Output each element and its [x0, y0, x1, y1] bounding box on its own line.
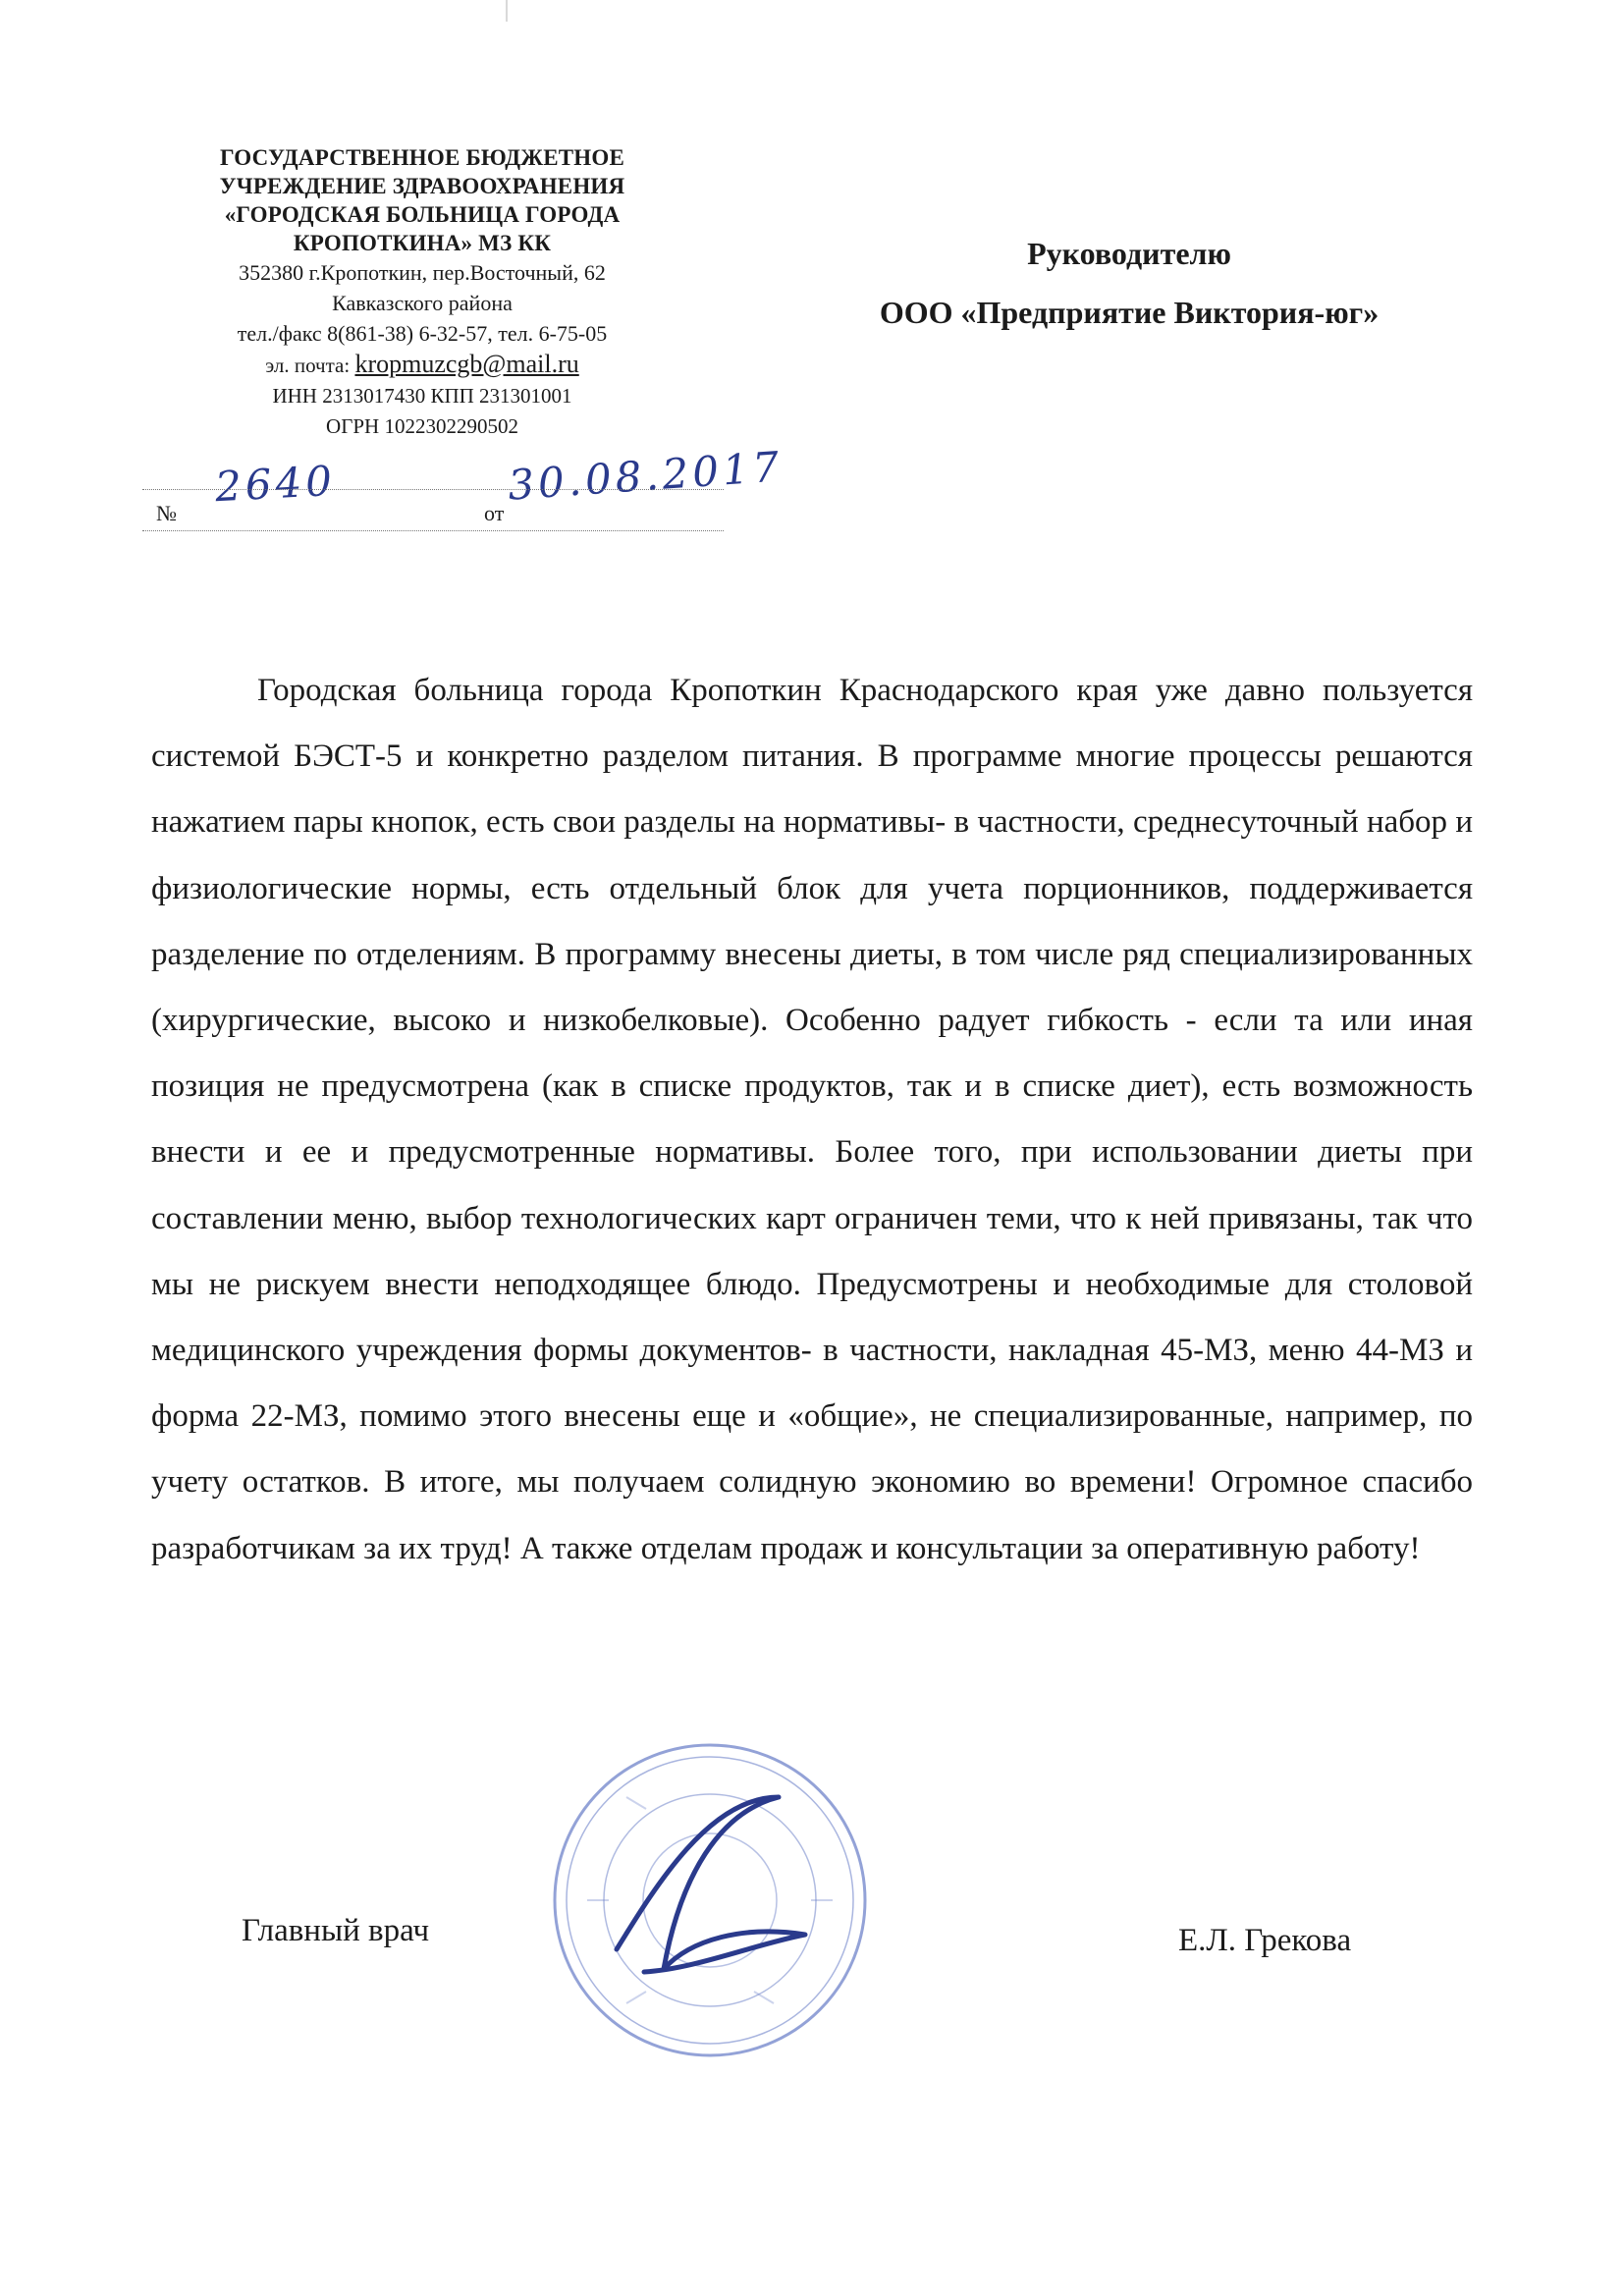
org-name-line-3: «ГОРОДСКАЯ БОЛЬНИЦА ГОРОДА [224, 202, 621, 227]
handwritten-number: 2640 [213, 456, 338, 512]
scan-artifact-line [506, 0, 508, 22]
org-name-line-2: УЧРЕЖДЕНИЕ ЗДРАВООХРАНЕНИЯ [219, 174, 625, 198]
letter-body-paragraph: Городская больница города Кропоткин Краснодарского края уже давно пользуется системой БЭСТ-5 и конкретно разделом питания. В программе многие процессы решаются нажатием пары кнопок, есть свои разделы на нормативы- в частности, среднесуточный набор и физиологические нормы, есть отдельный блок для учета порционников, поддерживается разделение по отделениям. В программу внесены диеты, в том числе ряд специализированных (хирургические, высоко и низкобелковые). Особенно радует гибкость - если та или иная позиция не предусмотрена (как в списке продуктов, так и в списке диет), есть возможность внести и ее и предусмотренные нормативы. Более того, при использовании диеты при составлении меню, выбор технологических карт ограничен теми, что к ней привязаны, так что мы не рискуем внести неподходящее блюдо. Предусмотрены и необходимые для столовой медицинского учреждения формы документов- в частности, накладная 45-МЗ, меню 44-МЗ и форма 22-МЗ, помимо этого внесены еще и «общие», не специализированные, например, по учету остатков. В итоге, мы получаем солидную экономию во времени! Огромное спасибо разработчикам за их труд! А также отделам продаж и консультации за оперативную работу! [151, 673, 1473, 1566]
signatory-title: Главный врач [242, 1913, 430, 1948]
number-label: № [156, 501, 177, 525]
org-email-label: эл. почта: [265, 354, 355, 377]
registration-number-row [142, 442, 785, 534]
org-email-link[interactable]: kropmuzcgb@mail.ru [354, 350, 579, 378]
official-seal-stamp [548, 1738, 872, 2062]
handwritten-date: 30.08.2017 [506, 442, 785, 510]
date-label: от [484, 501, 505, 525]
org-phone: тел./факс 8(861-38) 6-32-57, тел. 6-75-05 [237, 321, 608, 346]
signatory-name: Е.Л. Грекова [1178, 1923, 1352, 1958]
org-address-line-2: Кавказского района [332, 291, 513, 315]
registration-top-rule [142, 489, 724, 491]
addressee-block [805, 224, 1453, 342]
org-inn-kpp: ИНН 2313017430 КПП 231301001 [272, 384, 572, 408]
org-name-line-1: ГОСУДАРСТВЕННОЕ БЮДЖЕТНОЕ [220, 145, 624, 170]
org-address-line-1: 352380 г.Кропоткин, пер.Восточный, 62 [239, 260, 606, 285]
org-email-row [137, 349, 707, 381]
addressee-title: Руководителю [1027, 236, 1231, 271]
letterhead [137, 143, 707, 442]
registration-bottom-rule [142, 530, 724, 532]
addressee-company: ООО «Предприятие Виктория-юг» [879, 295, 1380, 330]
org-ogrn: ОГРН 1022302290502 [326, 414, 518, 438]
org-name-line-4: КРОПОТКИНА» МЗ КК [293, 231, 552, 255]
